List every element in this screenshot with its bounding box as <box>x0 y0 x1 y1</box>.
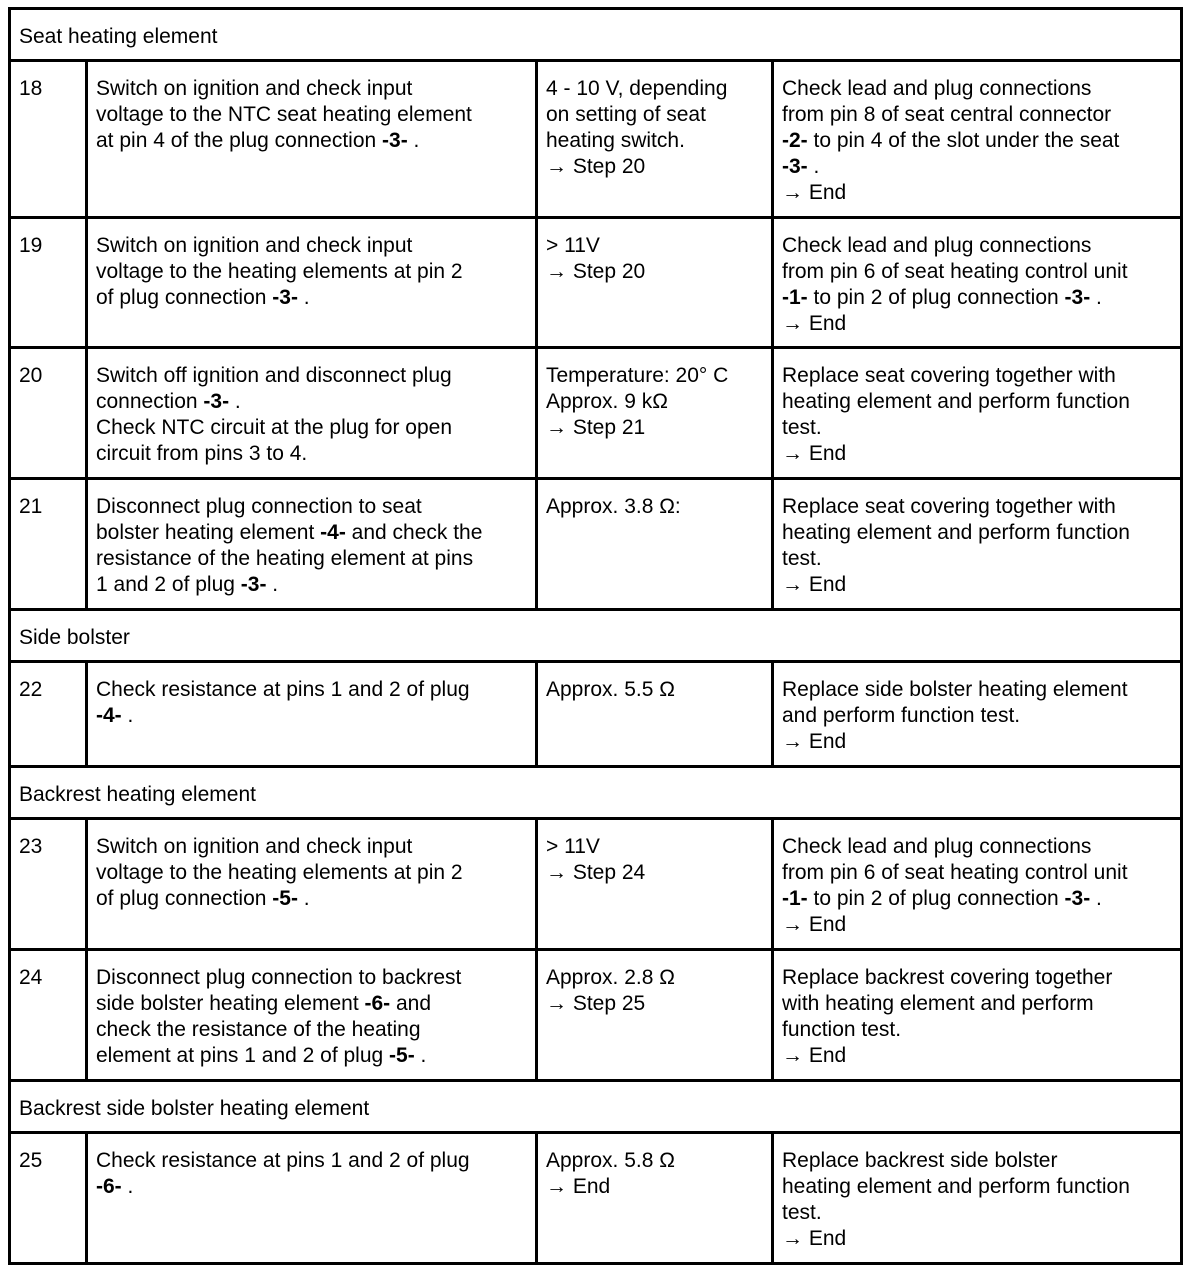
nominal-value-cell: Temperature: 20° C Approx. 9 kΩ → Step 21 <box>537 348 773 479</box>
section-header-row <box>10 9 1182 61</box>
table-row <box>10 819 1182 950</box>
step-number-cell: 18 <box>10 61 87 218</box>
remedy-cell: Replace seat covering together with heating element and perform function test. → End <box>773 348 1182 479</box>
component-reference: -5- <box>389 1044 415 1067</box>
table-row <box>10 61 1182 218</box>
component-reference: -5- <box>272 887 298 910</box>
remedy-cell: Check lead and plug connections from pin 6 of seat heating control unit -1- to pin 2 of plug connection -3- . → End <box>773 218 1182 348</box>
remedy-cell: Check lead and plug connections from pin 8 of seat central connector -2- to pin 4 of the slot under the seat -3- . → End <box>773 61 1182 218</box>
component-reference: -3- <box>1064 286 1091 309</box>
component-reference: -4- <box>320 521 346 544</box>
nominal-value-cell: > 11V → Step 20 <box>537 218 773 348</box>
section-title: Backrest side bolster heating element <box>10 1081 1182 1133</box>
procedure-cell: Switch on ignition and check input voltage to the heating elements at pin 2 of plug connection -3- . <box>87 218 537 348</box>
test-step-table <box>8 7 1183 1265</box>
section-header-row <box>10 767 1182 819</box>
table-row <box>10 479 1182 610</box>
procedure-cell: Switch on ignition and check input voltage to the heating elements at pin 2 of plug connection -5- . <box>87 819 537 950</box>
section-header-row <box>10 610 1182 662</box>
table-row <box>10 1133 1182 1264</box>
table-row <box>10 218 1182 348</box>
step-number-cell: 23 <box>10 819 87 950</box>
component-reference: -6- <box>96 1175 122 1198</box>
table-row <box>10 662 1182 767</box>
step-number-cell: 22 <box>10 662 87 767</box>
component-reference: -1- <box>782 286 808 309</box>
section-header-row <box>10 1081 1182 1133</box>
step-number-cell: 21 <box>10 479 87 610</box>
remedy-cell: Replace side bolster heating element and perform function test. → End <box>773 662 1182 767</box>
section-title: Seat heating element <box>10 9 1182 61</box>
step-number-cell: 19 <box>10 218 87 348</box>
remedy-cell: Replace seat covering together with heating element and perform function test. → End <box>773 479 1182 610</box>
step-number-cell: 25 <box>10 1133 87 1264</box>
remedy-cell: Replace backrest side bolster heating element and perform function test. → End <box>773 1133 1182 1264</box>
nominal-value-cell: Approx. 5.5 Ω <box>537 662 773 767</box>
table-row <box>10 950 1182 1081</box>
procedure-cell: Check resistance at pins 1 and 2 of plug -4- . <box>87 662 537 767</box>
remedy-cell: Replace backrest covering together with heating element and perform function test. → End <box>773 950 1182 1081</box>
nominal-value-cell: Approx. 2.8 Ω → Step 25 <box>537 950 773 1081</box>
section-title: Side bolster <box>10 610 1182 662</box>
procedure-cell: Disconnect plug connection to seat bolster heating element -4- and check the resistance of the heating element at pins 1 and 2 of plug -3- . <box>87 479 537 610</box>
component-reference: -3- <box>240 573 267 596</box>
nominal-value-cell: Approx. 5.8 Ω → End <box>537 1133 773 1264</box>
component-reference: -1- <box>782 887 808 910</box>
step-number-cell: 20 <box>10 348 87 479</box>
procedure-cell: Switch off ignition and disconnect plug connection -3- . Check NTC circuit at the plug for open circuit from pins 3 to 4. <box>87 348 537 479</box>
component-reference: -2- <box>782 129 808 152</box>
remedy-cell: Check lead and plug connections from pin 6 of seat heating control unit -1- to pin 2 of plug connection -3- . → End <box>773 819 1182 950</box>
nominal-value-cell: Approx. 3.8 Ω: <box>537 479 773 610</box>
component-reference: -3- <box>272 286 298 309</box>
component-reference: -3- <box>382 129 408 152</box>
procedure-cell: Check resistance at pins 1 and 2 of plug -6- . <box>87 1133 537 1264</box>
section-title: Backrest heating element <box>10 767 1182 819</box>
procedure-cell: Disconnect plug connection to backrest side bolster heating element -6- and check the resistance of the heating element at pins 1 and 2 of plug -5- . <box>87 950 537 1081</box>
component-reference: -3- <box>782 155 808 178</box>
step-number-cell: 24 <box>10 950 87 1081</box>
component-reference: -6- <box>364 992 391 1015</box>
component-reference: -4- <box>96 704 122 727</box>
procedure-cell: Switch on ignition and check input voltage to the NTC seat heating element at pin 4 of the plug connection -3- . <box>87 61 537 218</box>
table-row <box>10 348 1182 479</box>
nominal-value-cell: 4 - 10 V, depending on setting of seat heating switch. → Step 20 <box>537 61 773 218</box>
component-reference: -3- <box>203 390 230 413</box>
component-reference: -3- <box>1064 887 1091 910</box>
nominal-value-cell: > 11V → Step 24 <box>537 819 773 950</box>
